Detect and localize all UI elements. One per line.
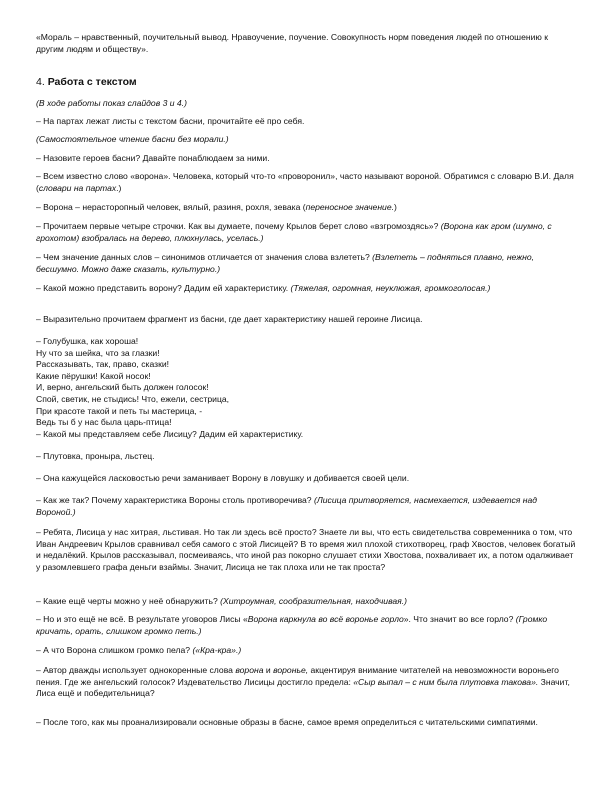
synonyms-text: – Чем значение данных слов – синонимов отличается от значения слова взлететь? [36,252,373,262]
paragraph-crow-croaked [36,614,576,637]
paragraph-crow-sang [36,645,576,657]
section-number: 4. [36,76,48,88]
author-words-end: Значит, Лиса ещё и победительница? [36,676,570,699]
fox-question: – Какой мы представляем себе Лисицу? Дадим ей характеристику. [36,428,304,439]
morale-definition: «Мораль – нравственный, поучительный вывод. Нравоучение, поучение. Совокупность норм поведения людей по отношению к другим людям и обществу». [36,32,548,54]
contradiction-text: – Как же так? Почему характеристика Вороны столь противоречива? [36,495,314,505]
paragraph-read-fragment: – Выразительно прочитаем фрагмент из басни, где дает характеристику нашей героине Лисица. [36,314,423,324]
poem-line: Какие пёрушки! Какой носок! [36,370,151,381]
poem-line: При красоте такой и петь ты мастерица, - [36,405,203,416]
paragraph-fox-trap: – Она кажущейся ласковостью речи заманивает Ворону в ловушку и добивается своей цели. [36,473,410,483]
slides-note-text: (В ходе работы показ слайдов 3 и 4.) [36,98,187,108]
crow-meaning-text: – Ворона – нерасторопный человек, вялый, разиня, рохля, зевака ( [36,202,306,212]
author-word-crow: ворона [235,665,264,675]
crow-meaning-italic: переносное значение. [305,202,394,212]
author-words-text: – Автор дважды использует однокоренные слова [36,665,236,675]
section-heading [36,76,576,89]
poem-line: – Голубушка, как хороша! [36,336,139,346]
paragraph-author-words [36,665,576,700]
croaked-text: – Но и это ещё не всё. В результате уговоров Лисы « [36,614,248,624]
paragraph-first-lines [36,221,576,244]
crow-word-text: – Всем известно слово «ворона». Человека, который что-то «проворонил», часто называют вороной. Обратимся с словарю В.И. Даля ( [36,171,574,193]
paragraph-other-traits [36,596,576,608]
other-traits-answer: (Хитроумная, сообразительная, находчивая.) [220,596,407,606]
crow-character-text: – Какой можно представить ворону? Дадим ей характеристику. [36,283,291,293]
poem-line: И, верно, ангельский быть должен голосок! [36,382,209,393]
independent-reading-note [36,134,576,146]
croaked-answer: (Громко кричать, орать, слишком громко петь.) [36,614,548,636]
synonyms-answer: (Взлететь – подняться плавно, нежно, бесшумно. Можно даже сказать, культурно.) [36,252,535,274]
author-word-crows: воронье, [273,665,309,675]
paragraph-crow-character [36,283,576,295]
paragraph-krylov-story: – Ребята, Лисица у нас хитрая, льстивая. Но так ли здесь всё просто? Знаете ли вы, что есть свидетельства современника о том, что Иван Андреевич Крылов сравнивал себя самого с этой Лисицей? В то время жил плохой стихотворец, граф Хвостов, человек богатый и недалёкий. Крылов рассказывал, посмеиваясь, что иной раз покорно слушает стихи Хвостова, похваливает их, а потом одалживает у разомлевшего графа деньги взаймы. Значит, Лисица не так плоха или не так проста? [36,527,576,572]
contradiction-answer: (Лисица притворяется, насмехается, издевается над Вороной.) [36,495,538,517]
crow-meaning-end: ) [394,202,397,212]
croaked-question: ». Что значит во все горло? [403,614,516,624]
author-cheese-quote: «Сыр выпал – с ним была плутовка такова». [353,676,539,687]
crow-sang-answer: («Кра-кра».) [192,645,242,655]
paragraph-crow-word [36,171,576,194]
crow-word-italic: словари на партах [38,182,117,193]
crow-character-answer: (Тяжелая, огромная, неуклюжая, громкоголосая.) [290,283,491,293]
independent-reading-text: (Самостоятельное чтение басни без морали.) [36,134,229,144]
paragraph-synonyms [36,252,576,275]
paragraph-crow-meaning [36,202,576,214]
author-words-middle: акцентируя внимание читателей на невозможности вороньего пения. Где же ангельский голосок? Издевательство Лисицы достигло предела: [36,665,559,687]
first-lines-answer: (Ворона как гром (шумно, с грохотом) взобралась на дерево, плюхнулась, уселась.) [36,221,552,243]
other-traits-text: – Какие ещё черты можно у неё обнаружить? [36,596,221,606]
croaked-quote: Ворона каркнула во всё воронье горло [247,614,404,624]
poem-line: Ну что за шейка, что за глазки! [36,347,160,358]
first-lines-text: – Прочитаем первые четыре строчки. Как вы думаете, почему Крылов берет слово «взгромоздясь»? [36,221,441,231]
paragraph-heroes: – Назовите героев басни? Давайте понаблюдаем за ними. [36,153,270,163]
poem-line: Ведь ты б у нас была царь-птица! [36,417,172,428]
crow-sang-text: – А что Ворона слишком громко пела? [36,645,193,655]
paragraph-read-fable: – На партах лежат листы с текстом басни, прочитайте её про себя. [36,116,305,126]
section-title: Работа с текстом [47,76,137,88]
poem-line: Спой, светик, не стыдись! Что, ежели, сестрица, [36,393,230,404]
author-words-and: и [263,665,274,675]
paragraph-fox-traits: – Плутовка, проныра, льстец. [36,451,155,461]
poem-line: Рассказывать, так, право, сказки! [36,359,170,370]
paragraph-sympathies: – После того, как мы проанализировали основные образы в басне, самое время определиться с читательскими симпатиями. [36,717,538,727]
crow-word-end: .) [116,182,122,193]
paragraph-contradiction [36,495,576,518]
slides-note [36,98,576,110]
poem-fragment [36,336,576,440]
